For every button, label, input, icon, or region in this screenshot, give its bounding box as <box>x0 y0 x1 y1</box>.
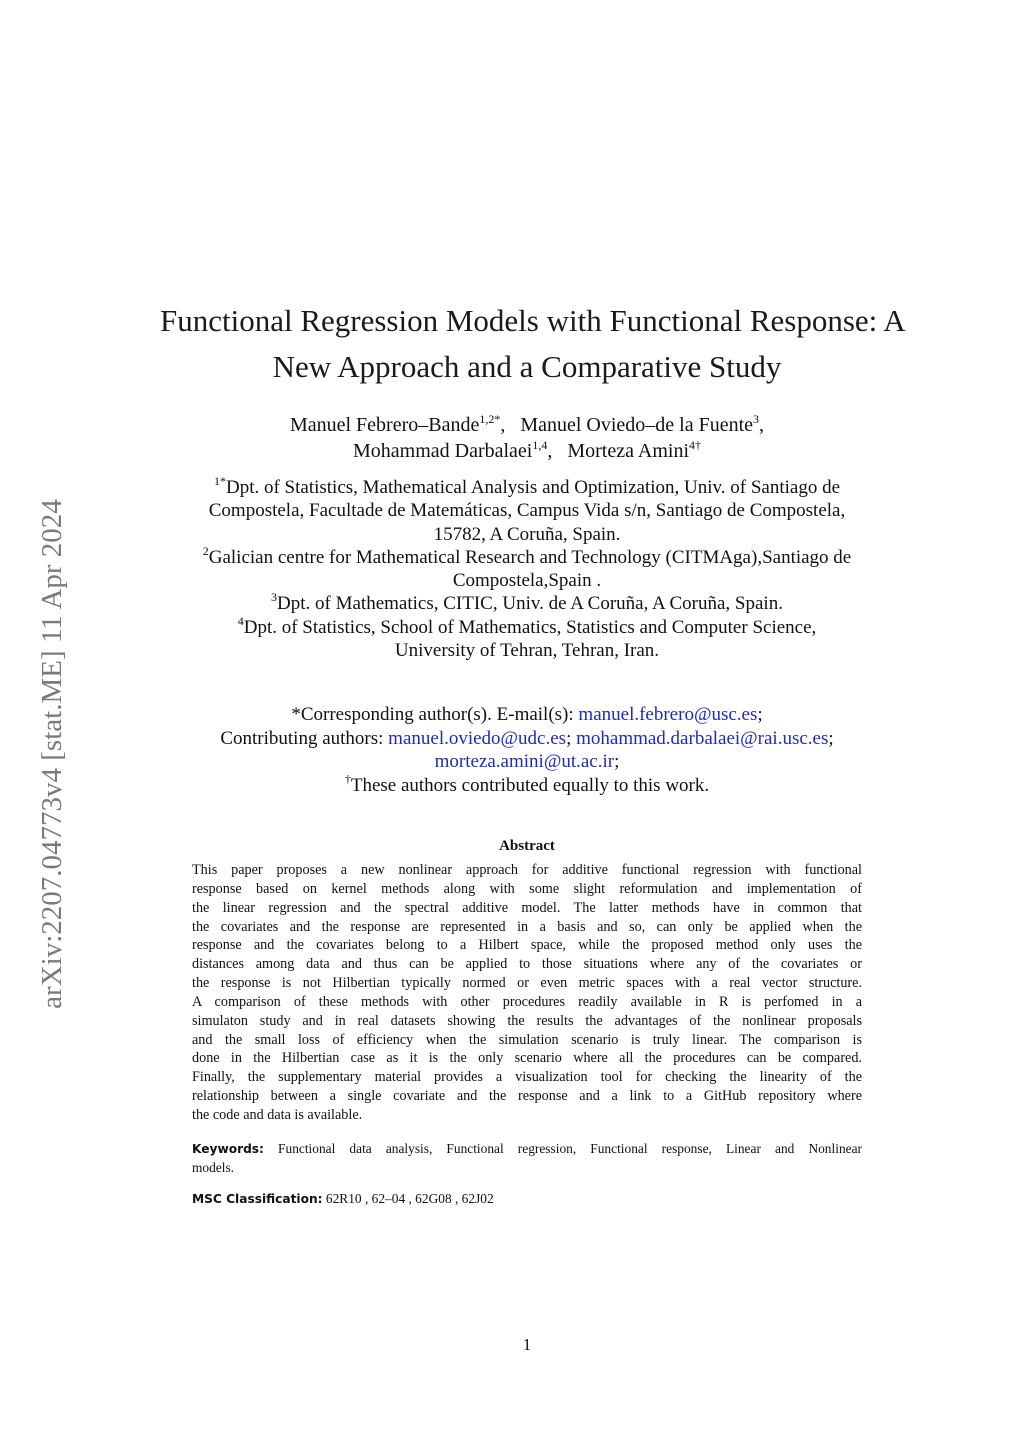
keywords-text: Functional data analysis, Functional regression, Functional response, Linear and Nonlinear <box>278 1141 862 1156</box>
abstract-line: distances among data and thus can be applied to those situations where any of the covariates or <box>192 956 862 973</box>
abstract-body <box>192 861 862 1125</box>
keywords-text: models. <box>192 1159 235 1175</box>
contributing-email-link[interactable]: manuel.oviedo@udc.es <box>388 727 567 749</box>
contributing-label: Contributing authors: <box>220 727 384 749</box>
affiliation-marker: 4 <box>237 613 244 628</box>
affiliation-marker: 3 <box>271 590 278 605</box>
author-name: Manuel Febrero–Bande <box>289 414 480 436</box>
arxiv-identifier-stamp: arXiv:2207.04773v4 [stat.ME] 11 Apr 2024 <box>36 499 68 1009</box>
abstract-line: the covariates and the response are represented in a basis and so, can only be applied when the <box>192 918 862 935</box>
abstract-line: done in the Hilbertian case as it is the only scenario where all the procedures can be compared. <box>192 1050 862 1067</box>
keywords-label: Keywords: <box>192 1142 264 1156</box>
abstract-line: the linear regression and the spectral additive model. The latter methods have in common that <box>192 899 862 916</box>
abstract-line: relationship between a single covariate and the response and a link to a GitHub repository where <box>192 1088 862 1105</box>
corresponding-email-link[interactable]: manuel.febrero@usc.es <box>578 704 758 725</box>
keywords-block <box>192 1140 862 1176</box>
corresponding-label: *Corresponding author(s). E-mail(s): <box>291 704 574 725</box>
affiliation-line: Dpt. of Statistics, Mathematical Analysis and Optimization, Univ. of Santiago de <box>225 477 841 498</box>
author-name: Manuel Oviedo–de la Fuente <box>520 414 754 436</box>
paper-title <box>160 298 906 390</box>
author-name: Morteza Amini <box>567 440 689 462</box>
msc-label: MSC Classification: <box>192 1192 323 1206</box>
affiliation-line: University of Tehran, Tehran, Iran. <box>394 640 660 662</box>
author-affiliation-marker: 1,2* <box>479 412 501 426</box>
abstract-line: simulaton study and in real datasets showing the results the advantages of the nonlinear proposals <box>192 1012 862 1029</box>
dagger-marker: † <box>344 771 351 786</box>
msc-classification <box>192 1190 862 1208</box>
msc-codes: 62R10 , 62–04 , 62G08 , 62J02 <box>325 1191 494 1206</box>
affiliation-line: Compostela,Spain . <box>452 570 602 592</box>
affiliations <box>160 476 894 662</box>
affiliation-line: Compostela, Facultade de Matemáticas, Campus Vida s/n, Santiago de Compostela, <box>208 500 846 522</box>
contributing-email-link[interactable]: mohammad.darbalaei@rai.usc.es <box>576 727 829 749</box>
abstract-line: response based on kernel methods along with some slight reformulation and implementation of <box>192 880 862 897</box>
author-affiliation-marker: 3 <box>753 412 760 426</box>
author-affiliation-marker: 4† <box>689 438 701 452</box>
correspondence-block: *Corresponding author(s). E-mail(s): manuel.febrero@usc.es; Contributing authors: manuel.oviedo@udc.es; mohammad.darbalaei@rai.usc.es; morteza.amini@ut.ac.ir; †These authors contributed equally to this work. <box>220 704 834 796</box>
contributing-email-link[interactable]: morteza.amini@ut.ac.ir <box>434 751 615 772</box>
affiliation-line: Dpt. of Mathematics, CITIC, Univ. de A Coruña, A Coruña, Spain. <box>277 593 783 615</box>
abstract-line: the code and data is available. <box>192 1106 363 1123</box>
abstract-line: the response is not Hilbertian typically normed or even metric spaces with a real vector structure. <box>192 975 862 992</box>
equal-contribution-note: These authors contributed equally to this work. <box>350 774 710 796</box>
title-line: New Approach and a Comparative Study <box>272 349 782 384</box>
abstract-line: response and the covariates belong to a Hilbert space, while the proposed method only uses the <box>192 937 862 954</box>
abstract-heading: Abstract <box>499 838 555 854</box>
abstract-line: A comparison of these methods with other procedures readily available in R is perfomed in a <box>192 993 862 1010</box>
author-name: Mohammad Darbalaei <box>352 440 533 462</box>
affiliation-line: 15782, A Coruña, Spain. <box>433 523 621 545</box>
abstract-line: Finally, the supplementary material provides a visualization tool for checking the linearity of the <box>192 1069 862 1086</box>
abstract-line: This paper proposes a new nonlinear approach for additive functional regression with functional <box>192 862 862 878</box>
page-number: 1 <box>522 1335 532 1354</box>
abstract-line: and the small loss of efficiency when the simulation scenario is truly linear. The comparison is <box>192 1031 862 1048</box>
title-line: Functional Regression Models with Functional Response: A <box>160 303 906 338</box>
author-list: Manuel Febrero–Bande$^{1,2*}$, Manuel Oviedo–de la Fuente$^3$, Mohammad Darbalaei$^{1,4}$, Morteza Amini$^{4\dagger}$ <box>289 412 765 462</box>
affiliation-marker: 1* <box>213 474 226 488</box>
author-affiliation-marker: 1,4 <box>532 438 548 452</box>
affiliation-line: Galician centre for Mathematical Research and Technology (CITMAga),Santiago de <box>208 546 852 568</box>
affiliation-marker: 2 <box>202 543 209 558</box>
affiliation-line: Dpt. of Statistics, School of Mathematics, Statistics and Computer Science, <box>243 616 817 638</box>
